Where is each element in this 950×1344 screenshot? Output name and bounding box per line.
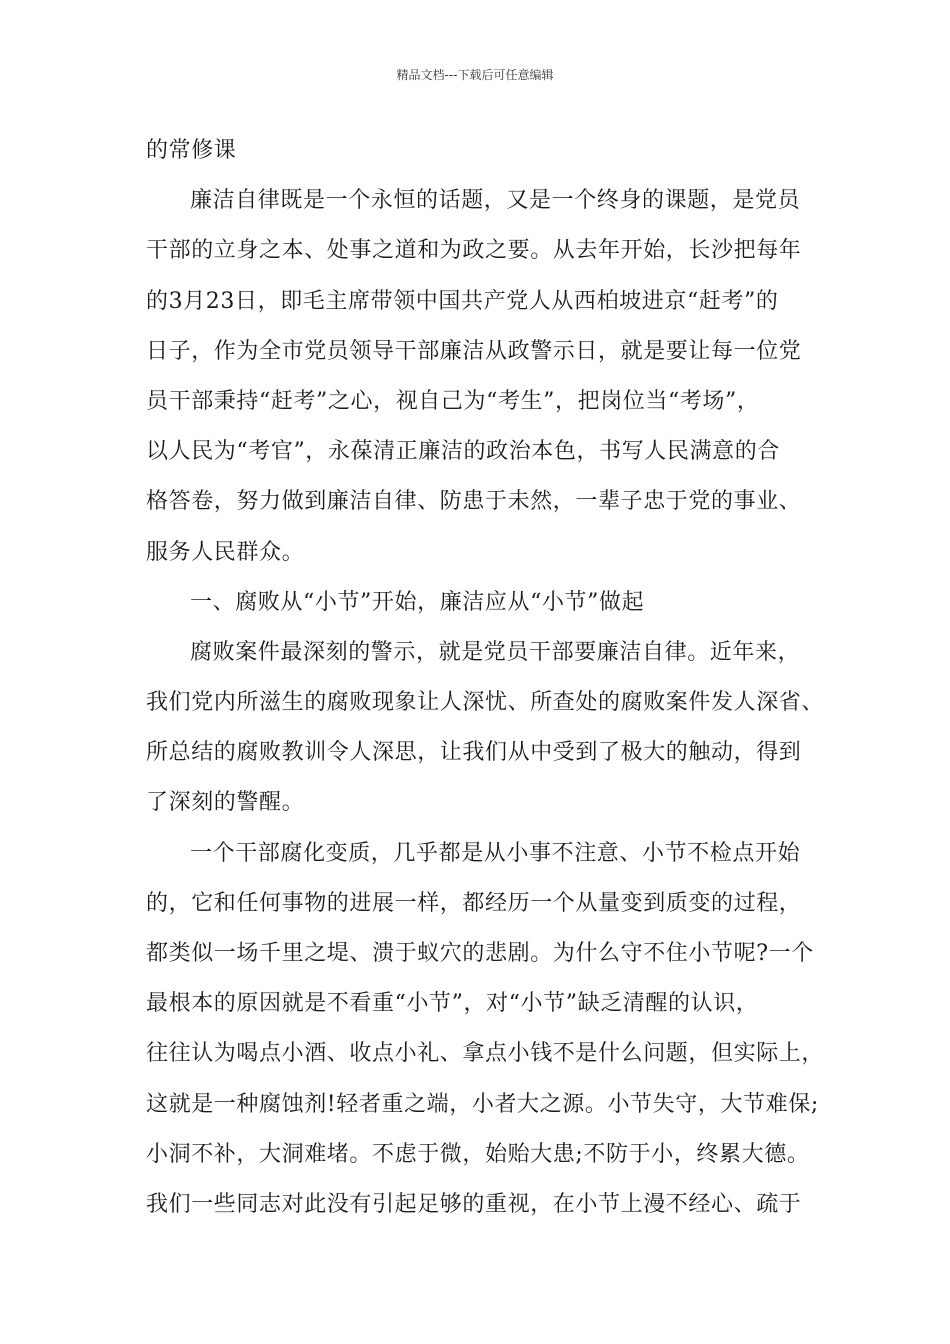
section-heading: 一、腐败从“小节”开始，廉洁应从“小节”做起 [190, 589, 645, 615]
body-text [146, 126, 826, 1230]
paragraph-start-line: 廉洁自律既是一个永恒的话题，又是一个终身的课题，是党员 [190, 188, 801, 214]
text-line: 服务人民群众。 [146, 539, 305, 565]
text-line: 员干部秉持“赶考”之心，视自己为“考生”，把岗位当“考场”， [146, 388, 760, 414]
text-line: 这就是一种腐蚀剂!轻者重之端，小者大之源。小节失守，大节难保; [146, 1091, 819, 1117]
text-line: 小洞不补，大洞难堵。不虑于微，始贻大患;不防于小，终累大德。 [146, 1141, 810, 1167]
text-line: 所总结的腐败教训令人深思，让我们从中受到了极大的触动，得到 [146, 740, 802, 766]
paragraph-start-line: 腐败案件最深刻的警示，就是党员干部要廉洁自律。近年来， [190, 639, 801, 665]
paragraph-start-line: 一个干部腐化变质，几乎都是从小事不注意、小节不检点开始 [190, 840, 801, 866]
text-line: 的3月23日，即毛主席带领中国共产党人从西柏坡进京“赶考”的 [146, 288, 779, 314]
text-line: 以人民为“考官”，永葆清正廉洁的政治本色，书写人民满意的合 [146, 439, 780, 465]
text-line: 的，它和任何事物的进展一样，都经历一个从量变到质变的过程， [146, 890, 802, 916]
text-line: 最根本的原因就是不看重“小节”，对“小节”缺乏清醒的认识， [146, 991, 759, 1017]
text-line: 都类似一场千里之堤、溃于蚁穴的悲剧。为什么守不住小节呢?一个 [146, 941, 814, 966]
page-header: 精品文档---下载后可任意编辑 [396, 68, 554, 82]
text-line: 往往认为喝点小酒、收点小礼、拿点小钱不是什么问题，但实际上， [146, 1041, 825, 1067]
text-line: 的常修课 [146, 138, 237, 163]
text-line: 我们党内所滋生的腐败现象让人深忧、所查处的腐败案件发人深省、 [146, 690, 825, 716]
text-line: 日子，作为全市党员领导干部廉洁从政警示日，就是要让每一位党 [146, 338, 802, 364]
text-line: 了深刻的警醒。 [146, 790, 305, 816]
text-line: 干部的立身之本、处事之道和为政之要。从去年开始，长沙把每年 [146, 238, 802, 264]
text-line: 我们一些同志对此没有引起足够的重视，在小节上漫不经心、疏于 [146, 1191, 802, 1217]
text-line: 格答卷，努力做到廉洁自律、防患于未然，一辈子忠于党的事业、 [146, 489, 802, 515]
